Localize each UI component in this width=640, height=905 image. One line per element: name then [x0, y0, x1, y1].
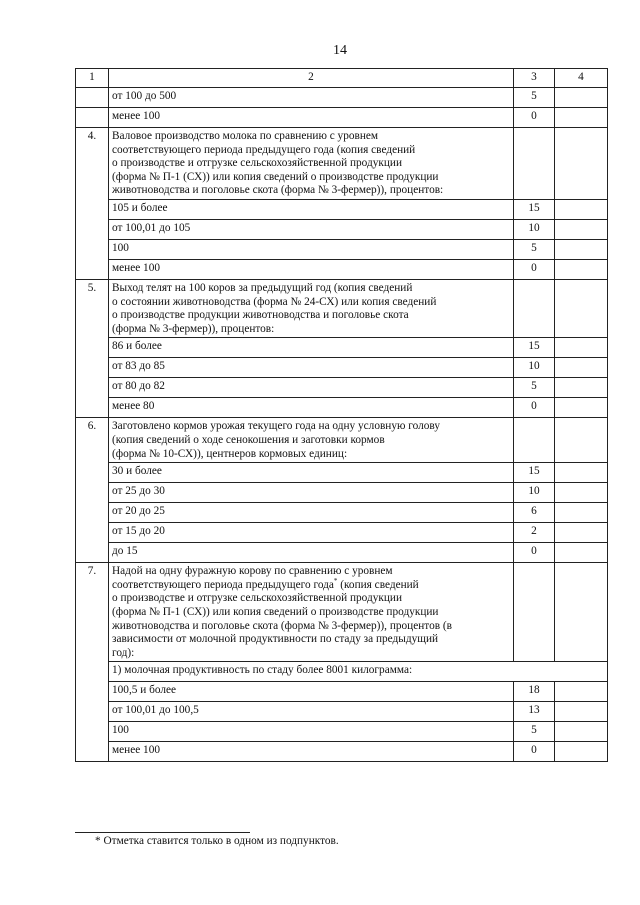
row-label: от 20 до 25	[109, 503, 514, 523]
mark-cell[interactable]	[555, 259, 608, 279]
mark-cell[interactable]	[555, 742, 608, 762]
mark-cell[interactable]	[555, 199, 608, 219]
mark-cell[interactable]	[555, 219, 608, 239]
mark-cell[interactable]	[555, 358, 608, 378]
section-number: 7.	[76, 563, 109, 762]
row-label: от 100,01 до 105	[109, 219, 514, 239]
table-row	[76, 483, 608, 503]
row-score: 10	[514, 219, 555, 239]
row-score: 0	[514, 108, 555, 128]
footnote-mark: *	[95, 835, 101, 847]
footnote	[95, 835, 339, 847]
mark-cell[interactable]	[555, 543, 608, 563]
row-label: 100	[109, 239, 514, 259]
row-label: менее 100	[109, 259, 514, 279]
table-row	[76, 259, 608, 279]
row-label: менее 100	[109, 108, 514, 128]
row-score: 2	[514, 523, 555, 543]
section-description: Валовое производство молока по сравнению с уровнем соответствующего периода предыдущего года (копия сведений о производстве и отгрузке сельскохозяйственной продукции (форма № П-1 (СХ)) или копия сведений о производстве продукции животноводства и поголовье скота (форма № 3-фермер)), процентов:	[109, 128, 514, 200]
table-row	[76, 543, 608, 563]
section-heading-row	[76, 128, 608, 200]
row-label: от 80 до 82	[109, 378, 514, 398]
table-row	[76, 199, 608, 219]
row-score: 0	[514, 543, 555, 563]
mark-cell[interactable]	[555, 722, 608, 742]
table-row	[76, 523, 608, 543]
section-heading-row	[76, 563, 608, 662]
table-row	[76, 682, 608, 702]
mark-cell[interactable]	[555, 398, 608, 418]
table-row	[76, 463, 608, 483]
row-score: 0	[514, 398, 555, 418]
row-score: 10	[514, 358, 555, 378]
section-number: 4.	[76, 128, 109, 280]
table-row	[76, 742, 608, 762]
section-description: Надой на одну фуражную корову по сравнению с уровнем соответствующего периода предыдущего года* (копия сведений о производстве и отгрузке сельскохозяйственной продукции (форма № П-1 (СХ)) или копия сведений о производстве продукции животноводства и поголовье скота (форма № 3-фермер)), процентов (в зависимости от молочной продуктивности по стаду за предыдущий год):	[109, 563, 514, 662]
row-label: 105 и более	[109, 199, 514, 219]
row-label: от 15 до 20	[109, 523, 514, 543]
mark-cell[interactable]	[555, 239, 608, 259]
subheading-row	[76, 662, 608, 682]
table-row	[76, 239, 608, 259]
row-score: 0	[514, 259, 555, 279]
row-score: 10	[514, 483, 555, 503]
row-label: до 15	[109, 543, 514, 563]
row-score: 5	[514, 239, 555, 259]
header-col-2: 2	[109, 69, 514, 88]
mark-cell[interactable]	[555, 702, 608, 722]
section-number: 5.	[76, 279, 109, 417]
row-score: 5	[514, 722, 555, 742]
mark-cell[interactable]	[555, 108, 608, 128]
mark-cell[interactable]	[555, 378, 608, 398]
table-row	[76, 219, 608, 239]
header-col-4: 4	[555, 69, 608, 88]
row-label: от 100 до 500	[109, 88, 514, 108]
section-heading-row	[76, 418, 608, 463]
header-col-1: 1	[76, 69, 109, 88]
criteria-table	[75, 68, 608, 762]
mark-cell[interactable]	[555, 463, 608, 483]
row-label: 86 и более	[109, 338, 514, 358]
row-score: 6	[514, 503, 555, 523]
mark-cell[interactable]	[555, 338, 608, 358]
row-score: 13	[514, 702, 555, 722]
mark-cell[interactable]	[555, 503, 608, 523]
table-row	[76, 338, 608, 358]
subheading: 1) молочная продуктивность по стаду более 8001 килограмма:	[109, 662, 608, 682]
row-label: 100,5 и более	[109, 682, 514, 702]
row-label: менее 100	[109, 742, 514, 762]
row-score: 0	[514, 742, 555, 762]
mark-cell[interactable]	[555, 523, 608, 543]
row-score: 5	[514, 88, 555, 108]
section-description: Выход телят на 100 коров за предыдущий год (копия сведений о состоянии животноводства (форма № 24-СХ) или копия сведений о производстве продукции животноводства и поголовье скота (форма № 3-фермер)), процентов:	[109, 279, 514, 337]
row-score: 18	[514, 682, 555, 702]
row-label: от 100,01 до 100,5	[109, 702, 514, 722]
footnote-marker: *	[333, 576, 338, 585]
page-number: 14	[333, 43, 347, 58]
table-row	[76, 358, 608, 378]
row-score: 15	[514, 463, 555, 483]
row-score: 15	[514, 338, 555, 358]
table-row	[76, 378, 608, 398]
footnote-text: Отметка ставится только в одном из подпунктов.	[100, 835, 339, 847]
row-label: от 83 до 85	[109, 358, 514, 378]
mark-cell[interactable]	[555, 682, 608, 702]
section-description: Заготовлено кормов урожая текущего года на одну условную голову (копия сведений о ходе сенокошения и заготовки кормов (форма № 10-СХ)), центнеров кормовых единиц:	[109, 418, 514, 463]
section-heading-row	[76, 279, 608, 337]
row-label: от 25 до 30	[109, 483, 514, 503]
row-label: 30 и более	[109, 463, 514, 483]
section-number: 6.	[76, 418, 109, 563]
mark-cell[interactable]	[555, 483, 608, 503]
table-row	[76, 722, 608, 742]
table-row	[76, 88, 608, 108]
row-score: 5	[514, 378, 555, 398]
table-row	[76, 108, 608, 128]
row-label: 100	[109, 722, 514, 742]
footnote-divider	[75, 832, 250, 833]
header-col-3: 3	[514, 69, 555, 88]
table-row	[76, 702, 608, 722]
table-row	[76, 398, 608, 418]
mark-cell[interactable]	[555, 88, 608, 108]
row-score: 15	[514, 199, 555, 219]
row-label: менее 80	[109, 398, 514, 418]
table-row	[76, 503, 608, 523]
table-header-row	[76, 69, 608, 88]
